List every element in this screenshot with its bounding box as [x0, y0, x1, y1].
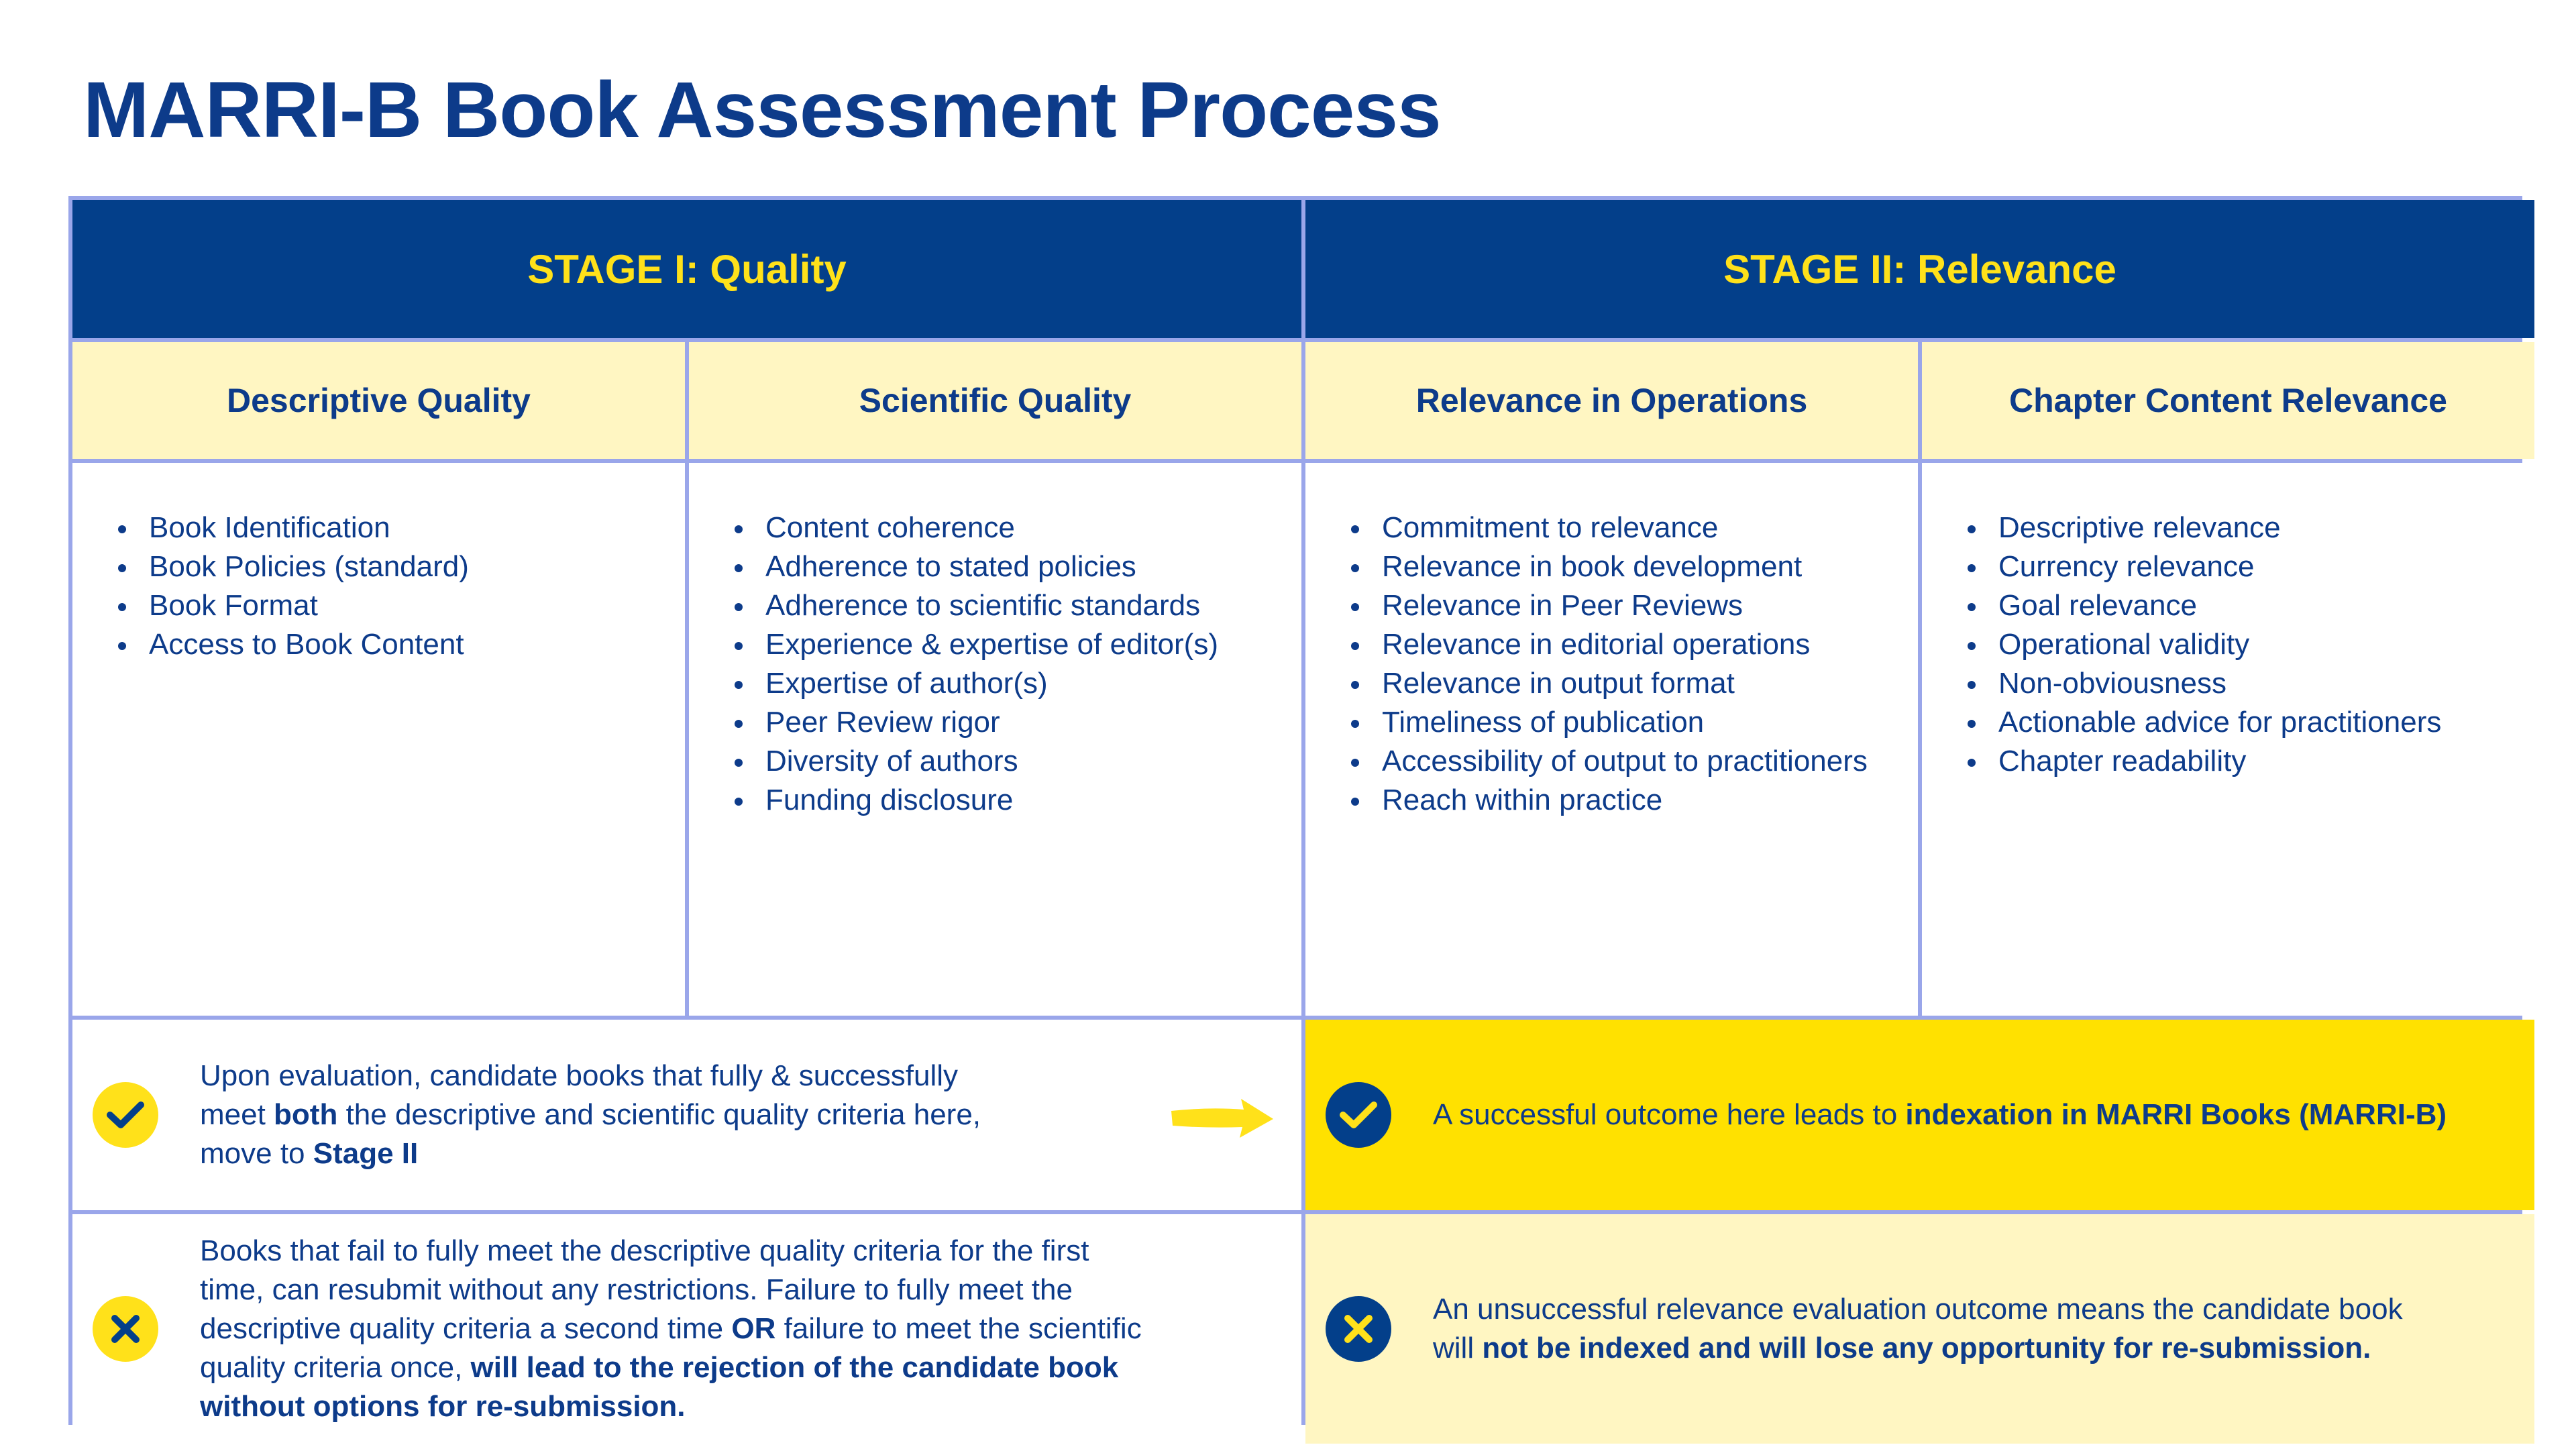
- list-item: Reach within practice: [1346, 781, 1891, 820]
- list-item: Content coherence: [729, 508, 1275, 547]
- descriptive-quality-list: [72, 463, 685, 1016]
- stage-2-success-outcome: [1305, 1020, 2534, 1210]
- list-item: Adherence to stated policies: [729, 547, 1275, 586]
- stage-1-header: STAGE I: Quality: [72, 200, 1301, 338]
- column-header-relevance-operations: Relevance in Operations: [1305, 342, 1918, 459]
- x-icon: [93, 1296, 158, 1362]
- check-icon: [93, 1082, 158, 1148]
- x-icon: [1326, 1296, 1391, 1362]
- column-header-scientific-quality: Scientific Quality: [689, 342, 1301, 459]
- assessment-table: [68, 196, 2522, 1425]
- list-item: Non-obviousness: [1962, 664, 2508, 703]
- list-item: Commitment to relevance: [1346, 508, 1891, 547]
- list-item: Adherence to scientific standards: [729, 586, 1275, 625]
- list-item: Book Policies (standard): [113, 547, 658, 586]
- list-item: Diversity of authors: [729, 742, 1275, 781]
- stage-2-failure-outcome: [1305, 1214, 2534, 1444]
- stage-2-failure-text: An unsuccessful relevance evaluation outcome means the candidate book will not be indexed and will lose any opportunity for re-submission.: [1433, 1293, 2403, 1364]
- column-header-chapter-relevance: Chapter Content Relevance: [1922, 342, 2534, 459]
- list-item: Chapter readability: [1962, 742, 2508, 781]
- list-item: Operational validity: [1962, 625, 2508, 664]
- chapter-relevance-list: [1922, 463, 2534, 1016]
- stage-1-failure-outcome: [72, 1214, 1301, 1444]
- stage-1-success-outcome: [72, 1020, 1301, 1210]
- list-item: Relevance in book development: [1346, 547, 1891, 586]
- list-item: Expertise of author(s): [729, 664, 1275, 703]
- column-header-descriptive-quality: Descriptive Quality: [72, 342, 685, 459]
- list-item: Experience & expertise of editor(s): [729, 625, 1275, 664]
- list-item: Book Format: [113, 586, 658, 625]
- list-item: Accessibility of output to practitioners: [1346, 742, 1891, 781]
- list-item: Descriptive relevance: [1962, 508, 2508, 547]
- list-item: Relevance in editorial operations: [1346, 625, 1891, 664]
- list-item: Funding disclosure: [729, 781, 1275, 820]
- check-icon: [1326, 1082, 1391, 1148]
- scientific-quality-list: [689, 463, 1301, 1016]
- list-item: Timeliness of publication: [1346, 703, 1891, 742]
- list-item: Book Identification: [113, 508, 658, 547]
- stage-2-header: STAGE II: Relevance: [1305, 200, 2534, 338]
- list-item: Relevance in Peer Reviews: [1346, 586, 1891, 625]
- relevance-operations-list: [1305, 463, 1918, 1016]
- stage-1-success-text: Upon evaluation, candidate books that fully & successfully meet both the descriptive and scientific quality criteria here, move to Stage II: [200, 1059, 981, 1170]
- stage-1-failure-text: Books that fail to fully meet the descriptive quality criteria for the first time, can resubmit without any restrictions. Failure to fully meet the descriptive quality criteria a second time OR failure to meet the scientific quality criteria once, will lead to the rejection of the candidate book without options for re-submission.: [200, 1234, 1142, 1423]
- list-item: Relevance in output format: [1346, 664, 1891, 703]
- list-item: Peer Review rigor: [729, 703, 1275, 742]
- list-item: Access to Book Content: [113, 625, 658, 664]
- stage-2-success-text: A successful outcome here leads to indexation in MARRI Books (MARRI-B): [1433, 1098, 2447, 1131]
- list-item: Actionable advice for practitioners: [1962, 703, 2508, 742]
- list-item: Currency relevance: [1962, 547, 2508, 586]
- page-title: MARRI-B Book Assessment Process: [83, 66, 1441, 154]
- arrow-right-icon: [1169, 1095, 1276, 1145]
- list-item: Goal relevance: [1962, 586, 2508, 625]
